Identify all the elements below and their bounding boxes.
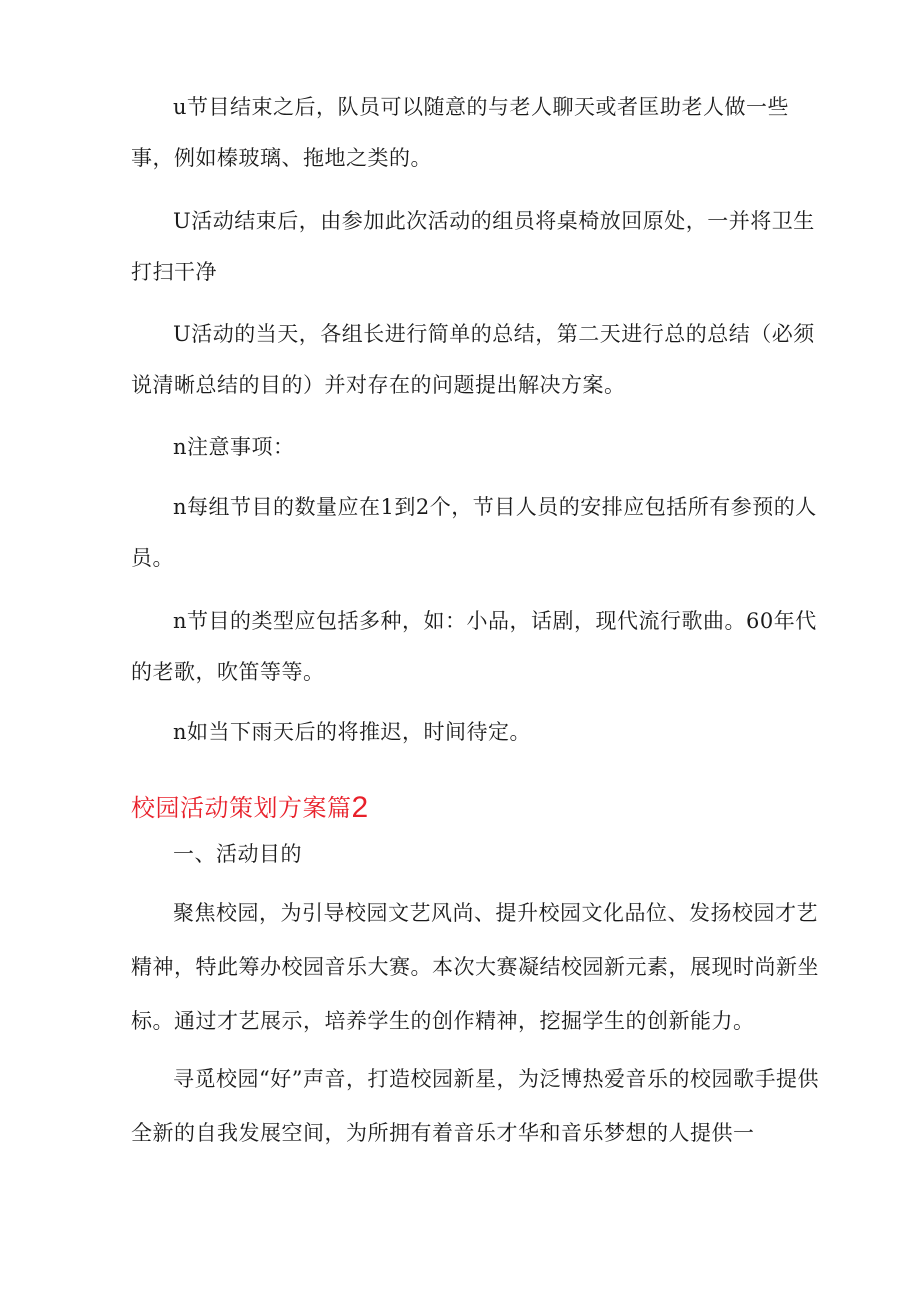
paragraph-closing-activities: u节目结束之后，队员可以随意的与老人聊天或者匡助老人做一些事，例如榛玻璃、拖地之类的。 <box>131 95 790 170</box>
paragraph-rain-delay: n如当下雨天后的将推迟，时间待定。 <box>173 720 532 744</box>
paragraph-summary: U活动的当天，各组长进行简单的总结，第二天进行总的总结（必须说清晰总结的目的）并对存在的问题提出解决方案。 <box>131 322 815 397</box>
paragraph-purpose-title: 一、活动目的 <box>173 842 302 866</box>
paragraph-cleanup: U活动结束后，由参加此次活动的组员将桌椅放回原处，一并将卫生打扫干净 <box>131 209 815 284</box>
paragraph-program-count: n每组节目的数量应在1到2个，节目人员的安排应包括所有参预的人员。 <box>131 495 817 570</box>
section-heading <box>131 788 369 828</box>
paragraph-purpose-voice: 寻觅校园“好”声音，打造校园新星，为泛博热爱音乐的校园歌手提供全新的自我发展空间，为所拥有着音乐才华和音乐梦想的人提供一 <box>131 1067 819 1145</box>
paragraph-program-types: n节目的类型应包括多种，如：小品，话剧，现代流行歌曲。60年代的老歌，吹笛等等。 <box>131 609 817 684</box>
paragraph-purpose-focus: 聚焦校园，为引导校园文艺风尚、提升校园文化品位、发扬校园才艺精神，特此筹办校园音乐大赛。本次大赛凝结校园新元素，展现时尚新坐标。通过才艺展示，培养学生的创作精神，挖掘学生的创新能力。 <box>131 901 819 1033</box>
section-heading-number: 2 <box>351 791 369 824</box>
paragraph-notes-title: n注意事项： <box>173 435 295 459</box>
section-heading-text: 校园活动策划方案篇 <box>131 794 352 822</box>
